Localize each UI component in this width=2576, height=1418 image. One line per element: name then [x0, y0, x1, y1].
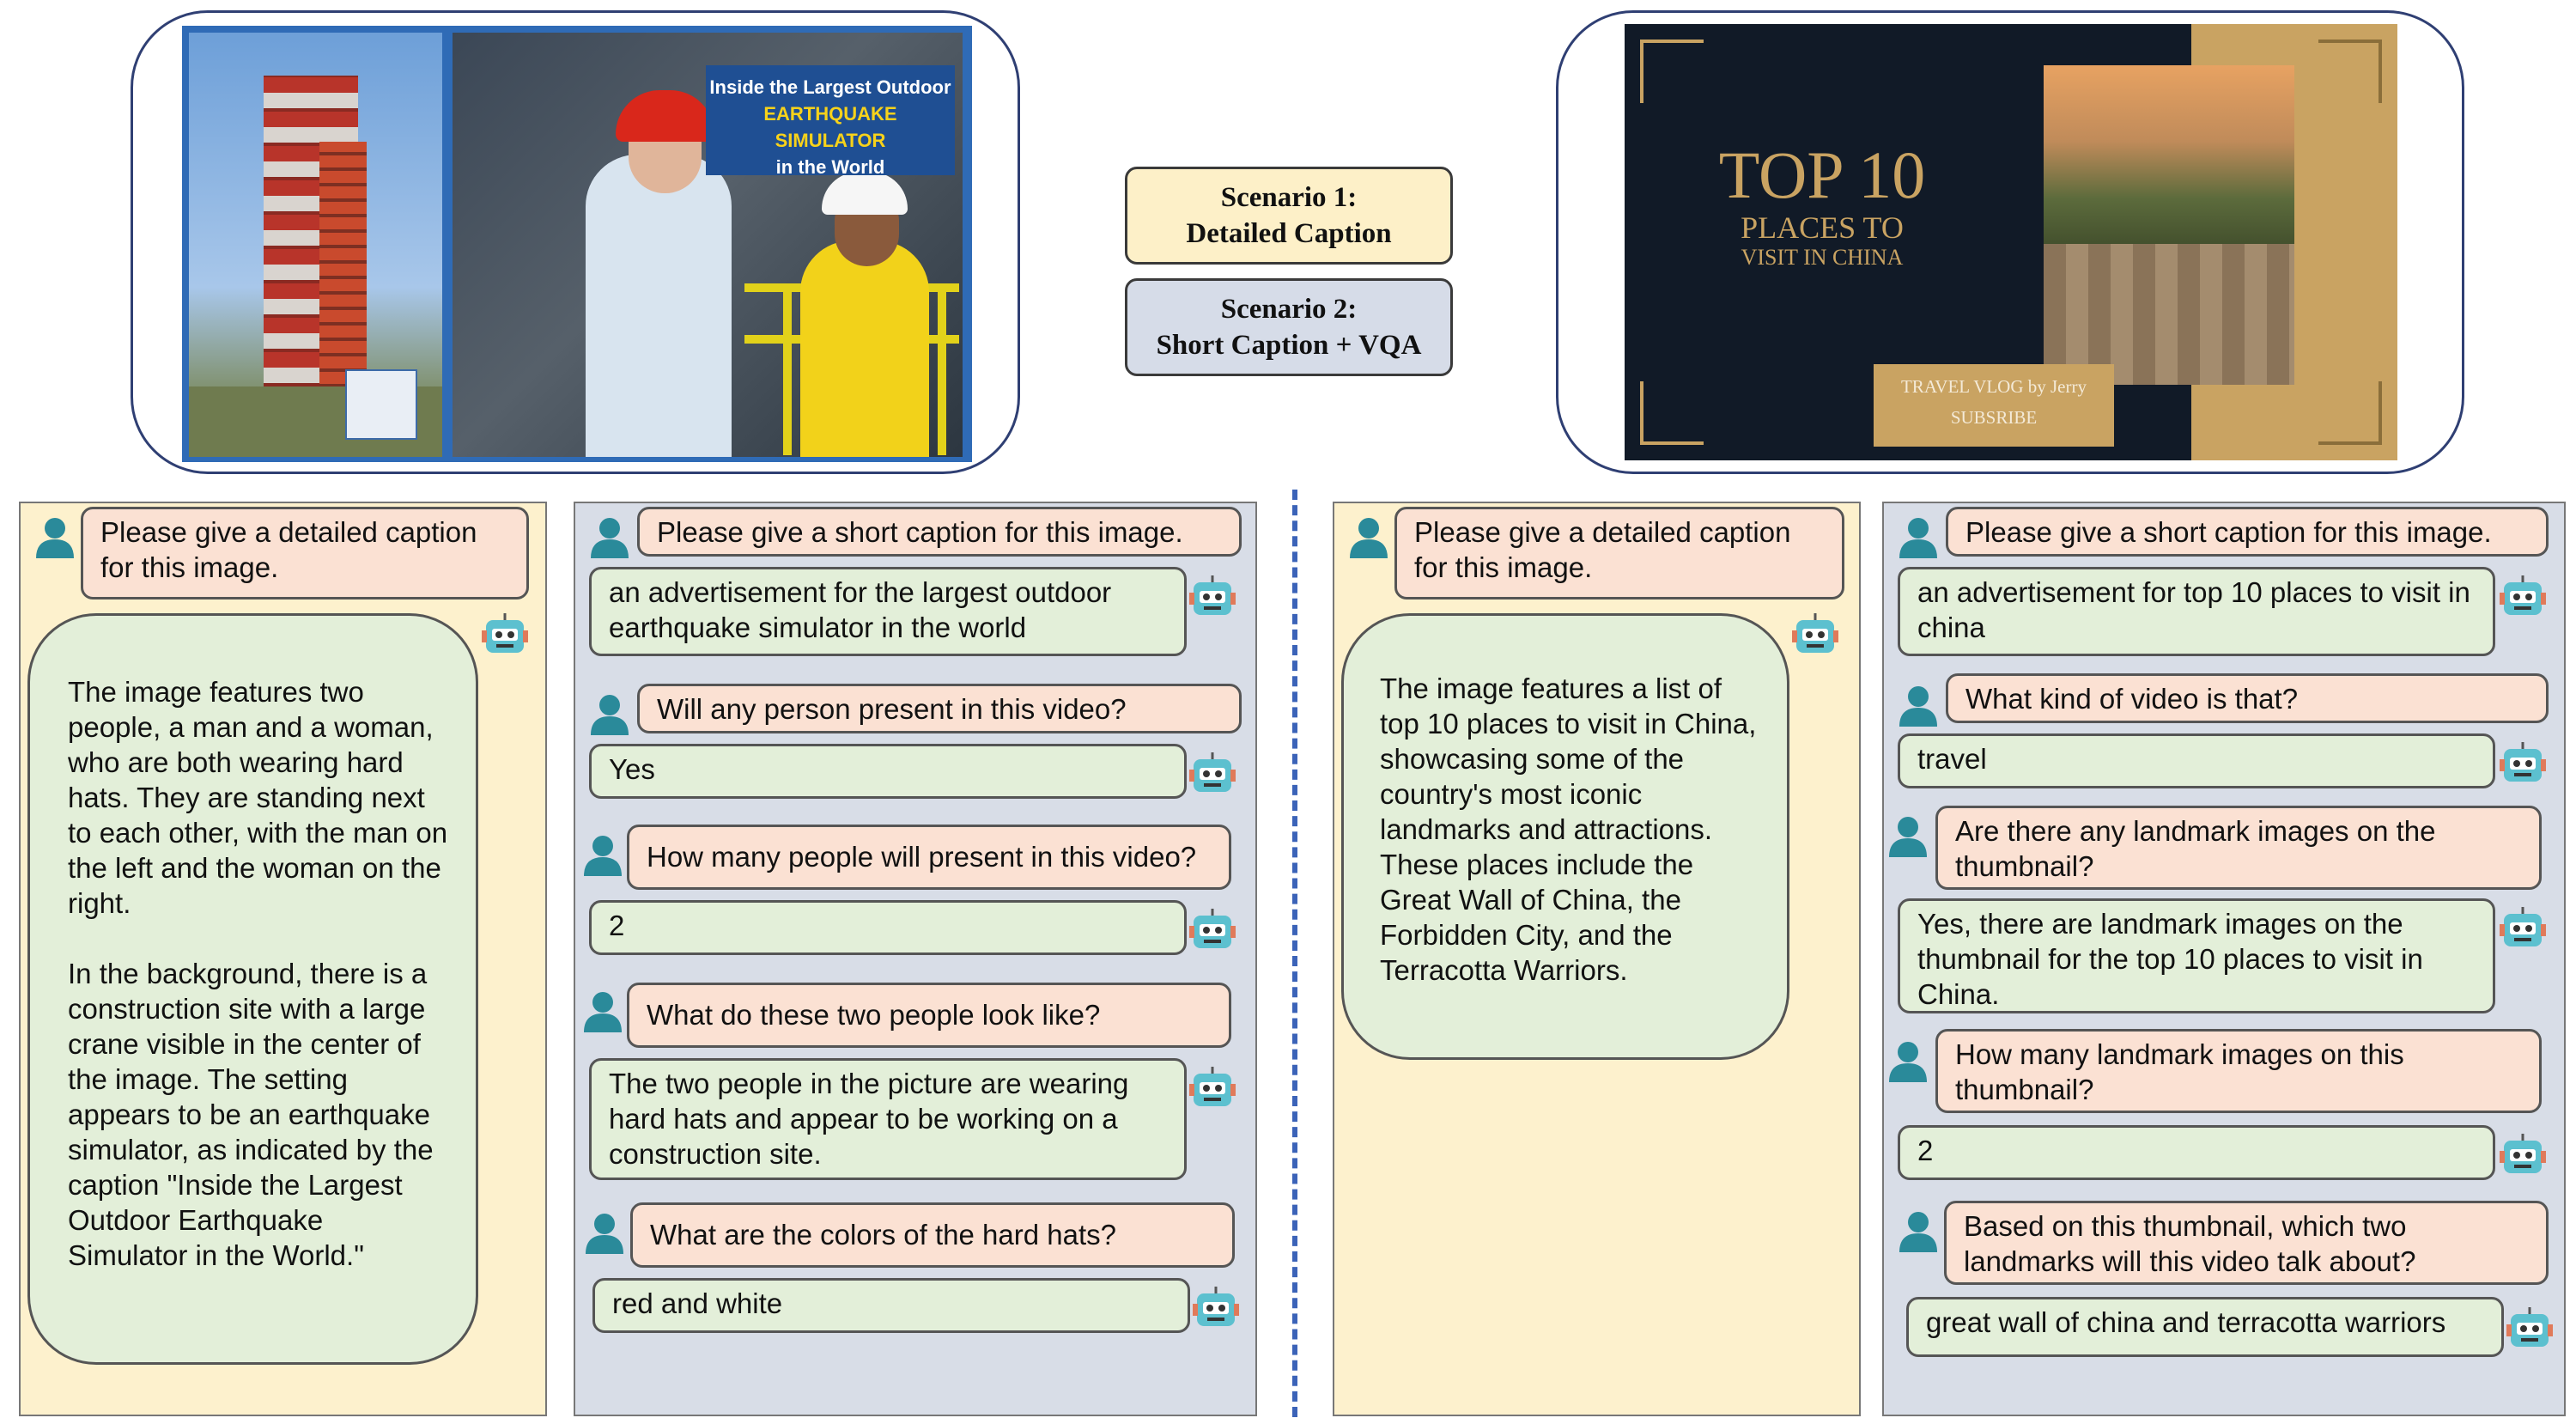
user-icon — [587, 515, 632, 560]
robot-icon — [1188, 1065, 1236, 1113]
bot-answer: 2 — [589, 900, 1187, 955]
user-question: What do these two people look like? — [627, 983, 1231, 1048]
user-question: Based on this thumbnail, which two landmarks will this video talk about? — [1944, 1201, 2549, 1285]
robot-icon — [2506, 1305, 2554, 1354]
user-question: What kind of video is that? — [1946, 673, 2549, 723]
bot-answer: The two people in the picture are wearing hard hats and appear to be working on a construction site. — [589, 1058, 1187, 1180]
earthquake-thumbnail — [182, 26, 972, 462]
robot-icon — [2499, 1132, 2547, 1180]
user-icon — [580, 833, 625, 878]
bot-answer: Yes — [589, 744, 1187, 799]
robot-icon — [481, 612, 529, 660]
bot-answer: Yes, there are landmark images on the thumbnail for the top 10 places to visit in China. — [1898, 898, 2495, 1013]
user-icon — [1346, 515, 1391, 560]
user-icon — [1886, 1039, 1930, 1084]
thumbnail-title: TOP 10 PLACES TO VISIT IN CHINA — [1718, 137, 1926, 270]
bot-answer: 2 — [1898, 1125, 2495, 1180]
user-question: Please give a short caption for this image. — [1946, 507, 2549, 557]
dashed-divider — [1292, 490, 1297, 1417]
bot-answer: an advertisement for top 10 places to visit in china — [1898, 567, 2495, 656]
user-icon — [1886, 814, 1930, 859]
user-icon — [1896, 515, 1941, 560]
thumbnail-caption: Inside the Largest Outdoor EARTHQUAKE SIMULATOR in the World — [706, 65, 955, 175]
robot-icon — [1188, 574, 1236, 622]
bot-answer: an advertisement for the largest outdoor earthquake simulator in the world — [589, 567, 1187, 656]
robot-icon — [1192, 1285, 1240, 1333]
robot-icon — [2499, 905, 2547, 953]
bot-answer: The image features a list of top 10 places to visit in China, showcasing some of the country's most iconic landmarks and attractions. These places include the Great Wall of China, the Forbidden City, and the Terracotta Warriors. — [1341, 613, 1789, 1060]
user-question: Please give a short caption for this image. — [637, 507, 1242, 557]
user-question: How many people will present in this video? — [627, 825, 1231, 890]
great-wall-image — [2044, 65, 2294, 256]
user-icon — [587, 692, 632, 737]
user-question: Are there any landmark images on the thumbnail? — [1935, 806, 2542, 890]
scenario-2-box: Scenario 2: Short Caption + VQA — [1125, 278, 1453, 376]
scenario-1-box: Scenario 1: Detailed Caption — [1125, 167, 1453, 265]
bot-answer: red and white — [592, 1278, 1190, 1333]
robot-icon — [1188, 751, 1236, 799]
robot-icon — [1791, 612, 1839, 660]
vlog-banner: TRAVEL VLOG by Jerry SUBSRIBE — [1874, 364, 2114, 447]
user-question: Please give a detailed caption for this image. — [1394, 507, 1844, 599]
china-thumbnail — [1625, 24, 2397, 460]
user-icon — [1896, 684, 1941, 728]
user-question: What are the colors of the hard hats? — [630, 1202, 1235, 1268]
robot-icon — [2499, 574, 2547, 622]
user-icon — [1896, 1209, 1941, 1254]
user-icon — [582, 1211, 627, 1256]
user-question: How many landmark images on this thumbnail? — [1935, 1029, 2542, 1113]
bot-answer: travel — [1898, 733, 2495, 788]
user-question: Will any person present in this video? — [637, 684, 1242, 733]
user-question: Please give a detailed caption for this image. — [81, 507, 529, 599]
user-icon — [33, 515, 77, 560]
user-icon — [580, 989, 625, 1034]
robot-icon — [2499, 740, 2547, 788]
bot-answer: great wall of china and terracotta warriors — [1906, 1297, 2504, 1357]
bot-answer: The image features two people, a man and a woman, who are both wearing hard hats. They are standing next to each other, with the man on the left and the woman on the right. In the background, there is a construction site with a large crane visible in the center of the image. The setting appears to be an earthquake simulator, as indicated by the caption "Inside the Largest Outdoor Earthquake Simulator in the World." — [27, 613, 478, 1365]
robot-icon — [1188, 907, 1236, 955]
